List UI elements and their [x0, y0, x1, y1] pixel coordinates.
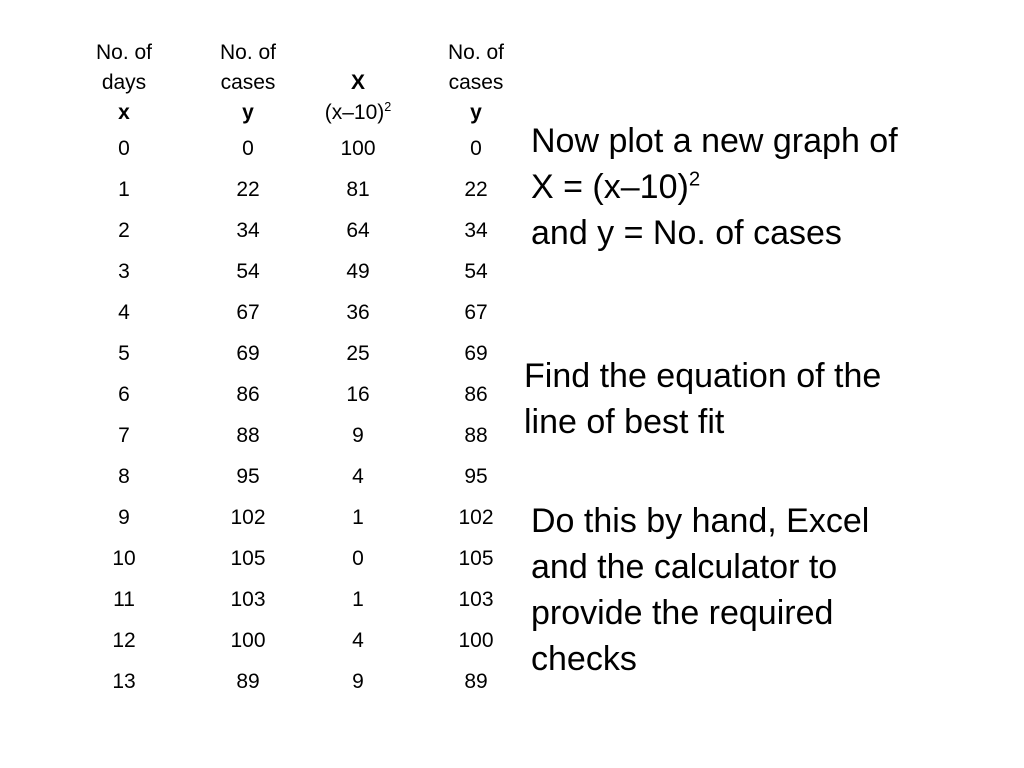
table-row [62, 374, 546, 415]
header-cases-line1: No. of [219, 41, 277, 64]
table-row [62, 128, 546, 169]
cell-cases-repeat: 86 [464, 383, 488, 406]
table-row [62, 169, 546, 210]
cell-days: 8 [118, 465, 130, 488]
cell-transformed-x: 49 [346, 260, 370, 283]
table-row [62, 538, 546, 579]
checks-line4: checks [531, 640, 637, 678]
cell-transformed-x: 1 [352, 506, 364, 529]
header-cases-symbol: y [242, 101, 254, 124]
cell-cases-repeat: 100 [458, 629, 494, 652]
header-transformed-x [310, 30, 406, 128]
cell-days: 10 [112, 547, 136, 570]
cell-transformed-x: 81 [346, 178, 370, 201]
cell-transformed-x: 4 [352, 465, 364, 488]
cell-transformed-x: 64 [346, 219, 370, 242]
cell-days: 4 [118, 301, 130, 324]
cell-days: 9 [118, 506, 130, 529]
cell-cases: 54 [236, 260, 260, 283]
plot-formula-exponent: 2 [688, 168, 701, 191]
cell-cases: 0 [242, 137, 254, 160]
cell-days: 5 [118, 342, 130, 365]
cell-cases-repeat: 102 [458, 506, 494, 529]
header-days-line1: No. of [95, 41, 153, 64]
table-row [62, 333, 546, 374]
checks-instruction [531, 498, 1001, 682]
header-days-symbol: x [118, 101, 130, 124]
best-fit-line1: Find the equation of the [524, 357, 882, 395]
cell-cases: 102 [230, 506, 266, 529]
table-row [62, 620, 546, 661]
best-fit-line2: line of best fit [524, 403, 725, 441]
best-fit-instruction [524, 353, 994, 445]
cell-transformed-x: 36 [346, 301, 370, 324]
cell-cases-repeat: 89 [464, 670, 488, 693]
header-cases-repeat-line2: cases [448, 71, 504, 94]
header-cases-repeat [406, 30, 546, 128]
header-cases-line2: cases [220, 71, 276, 94]
table-row [62, 292, 546, 333]
plot-instruction-line1: Now plot a new graph of [531, 122, 898, 160]
table-row [62, 210, 546, 251]
cell-days: 11 [113, 588, 135, 611]
plot-instruction-line3: and y = No. of cases [531, 214, 842, 252]
header-cases-repeat-line1: No. of [447, 41, 505, 64]
cell-days: 12 [112, 629, 136, 652]
cell-transformed-x: 9 [352, 670, 364, 693]
cell-cases: 69 [236, 342, 260, 365]
cell-cases: 22 [236, 178, 260, 201]
cell-transformed-x: 100 [340, 137, 376, 160]
cell-days: 13 [112, 670, 136, 693]
data-table [62, 30, 546, 702]
table-row [62, 579, 546, 620]
header-cases-repeat-symbol: y [470, 101, 482, 124]
cell-transformed-x: 9 [352, 424, 364, 447]
cell-cases: 105 [230, 547, 266, 570]
cell-cases: 67 [236, 301, 260, 324]
cell-cases-repeat: 95 [464, 465, 488, 488]
cell-cases: 103 [230, 588, 266, 611]
cell-cases-repeat: 67 [464, 301, 488, 324]
cell-days: 7 [118, 424, 130, 447]
cell-transformed-x: 0 [352, 547, 364, 570]
table-row [62, 415, 546, 456]
plot-instruction [531, 118, 1001, 256]
cell-cases-repeat: 103 [458, 588, 494, 611]
table-row [62, 497, 546, 538]
header-transformed-x-formula [310, 98, 406, 128]
header-days-line2: days [101, 71, 147, 94]
cell-transformed-x: 16 [346, 383, 370, 406]
table-row [62, 251, 546, 292]
cell-cases: 34 [236, 219, 260, 242]
cell-cases: 88 [236, 424, 260, 447]
cell-cases-repeat: 0 [470, 137, 482, 160]
cell-days: 6 [118, 383, 130, 406]
cell-cases: 95 [236, 465, 260, 488]
table-row [62, 661, 546, 702]
plot-instruction-formula [531, 164, 1001, 210]
cell-cases-repeat: 34 [464, 219, 488, 242]
cell-cases-repeat: 88 [464, 424, 488, 447]
cell-cases: 86 [236, 383, 260, 406]
cell-days: 2 [118, 219, 130, 242]
cell-cases: 100 [230, 629, 266, 652]
cell-cases: 89 [236, 670, 260, 693]
table-body [62, 128, 546, 702]
cell-days: 0 [118, 137, 130, 160]
cell-days: 3 [118, 260, 130, 283]
header-transformed-x-symbol: X [350, 71, 365, 94]
cell-transformed-x: 1 [352, 588, 364, 611]
header-days [62, 30, 186, 128]
cell-cases-repeat: 69 [464, 342, 488, 365]
cell-cases-repeat: 54 [464, 260, 488, 283]
checks-line3: provide the required [531, 594, 834, 632]
checks-line1: Do this by hand, Excel [531, 502, 870, 540]
cell-transformed-x: 4 [352, 629, 364, 652]
header-formula-base: (x–10) [324, 101, 385, 124]
header-formula-exponent: 2 [384, 100, 392, 114]
table-row [62, 456, 546, 497]
cell-transformed-x: 25 [346, 342, 370, 365]
plot-formula-base: X = (x–10) [531, 168, 689, 206]
cell-cases-repeat: 105 [458, 547, 494, 570]
cell-days: 1 [118, 178, 130, 201]
table-header-row [62, 30, 546, 128]
header-cases [186, 30, 310, 128]
checks-line2: and the calculator to [531, 548, 838, 586]
cell-cases-repeat: 22 [464, 178, 488, 201]
